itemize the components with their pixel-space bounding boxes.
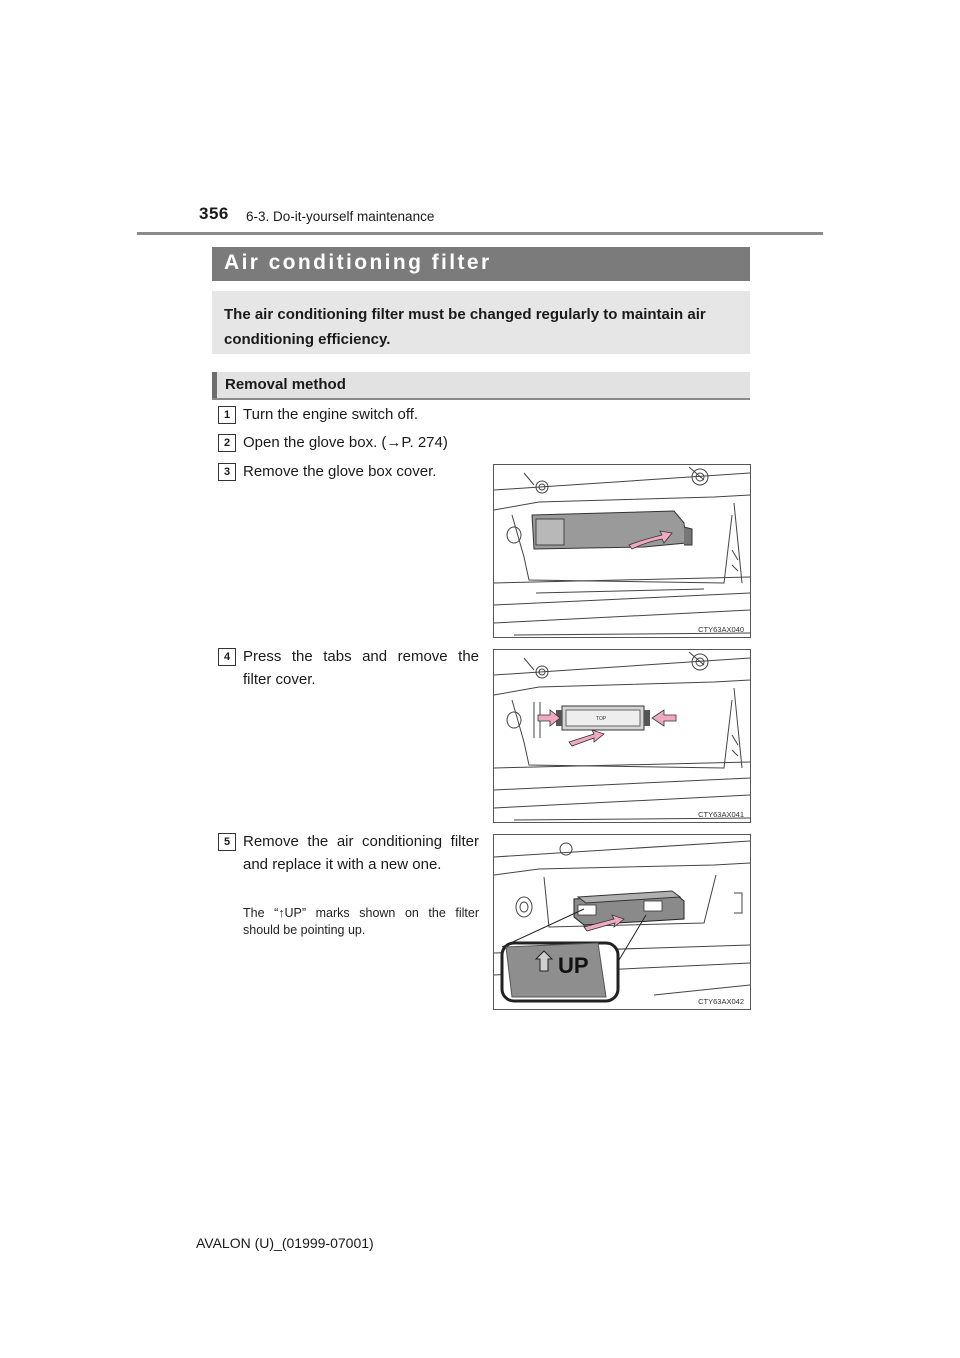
glove-box-illustration	[494, 465, 750, 637]
step-number-5: 5	[218, 833, 236, 851]
step-1-text: Turn the engine switch off.	[243, 406, 419, 423]
section-reference: 6-3. Do-it-yourself maintenance	[246, 209, 435, 224]
subheading-bar	[212, 372, 750, 400]
subheading-text: Removal method	[225, 376, 346, 393]
step-2-text: Open the glove box. (→P. 274)	[243, 434, 448, 451]
page-number: 356	[199, 204, 229, 223]
footer-model-code: AVALON (U)_(01999-07001)	[196, 1235, 374, 1251]
step-number-4: 4	[218, 648, 236, 666]
figure-code-3: CTY63AX042	[698, 997, 744, 1006]
subheading-accent	[212, 372, 217, 398]
figure-code-2: CTY63AX041	[698, 810, 744, 819]
step-3-text: Remove the glove box cover.	[243, 463, 437, 480]
intro-text: The air conditioning filter must be changed regularly to maintain air conditioning efficiency.	[224, 306, 706, 348]
figure-filter-cover	[493, 649, 751, 823]
step-5-text: Remove the air conditioning filter and replace it with a new one.	[243, 833, 479, 873]
step-5-note: The “↑UP” marks shown on the filter should be pointing up.	[243, 906, 479, 937]
section-title-bar	[212, 247, 750, 281]
filter-up-label: UP	[558, 953, 589, 978]
step-number-3: 3	[218, 463, 236, 481]
filter-replacement-illustration	[494, 835, 750, 1009]
section-title: Air conditioning filter	[224, 251, 492, 274]
step-4-text: Press the tabs and remove the filter cover.	[243, 648, 479, 688]
figure-glove-box-cover	[493, 464, 751, 638]
figure-code-1: CTY63AX040	[698, 625, 744, 634]
filter-cover-illustration	[494, 650, 750, 822]
header-divider	[137, 232, 823, 235]
step-number-1: 1	[218, 406, 236, 424]
step-number-2: 2	[218, 434, 236, 452]
figure-filter-replacement	[493, 834, 751, 1010]
intro-box	[212, 291, 750, 354]
filter-top-label: TOP	[596, 716, 607, 722]
